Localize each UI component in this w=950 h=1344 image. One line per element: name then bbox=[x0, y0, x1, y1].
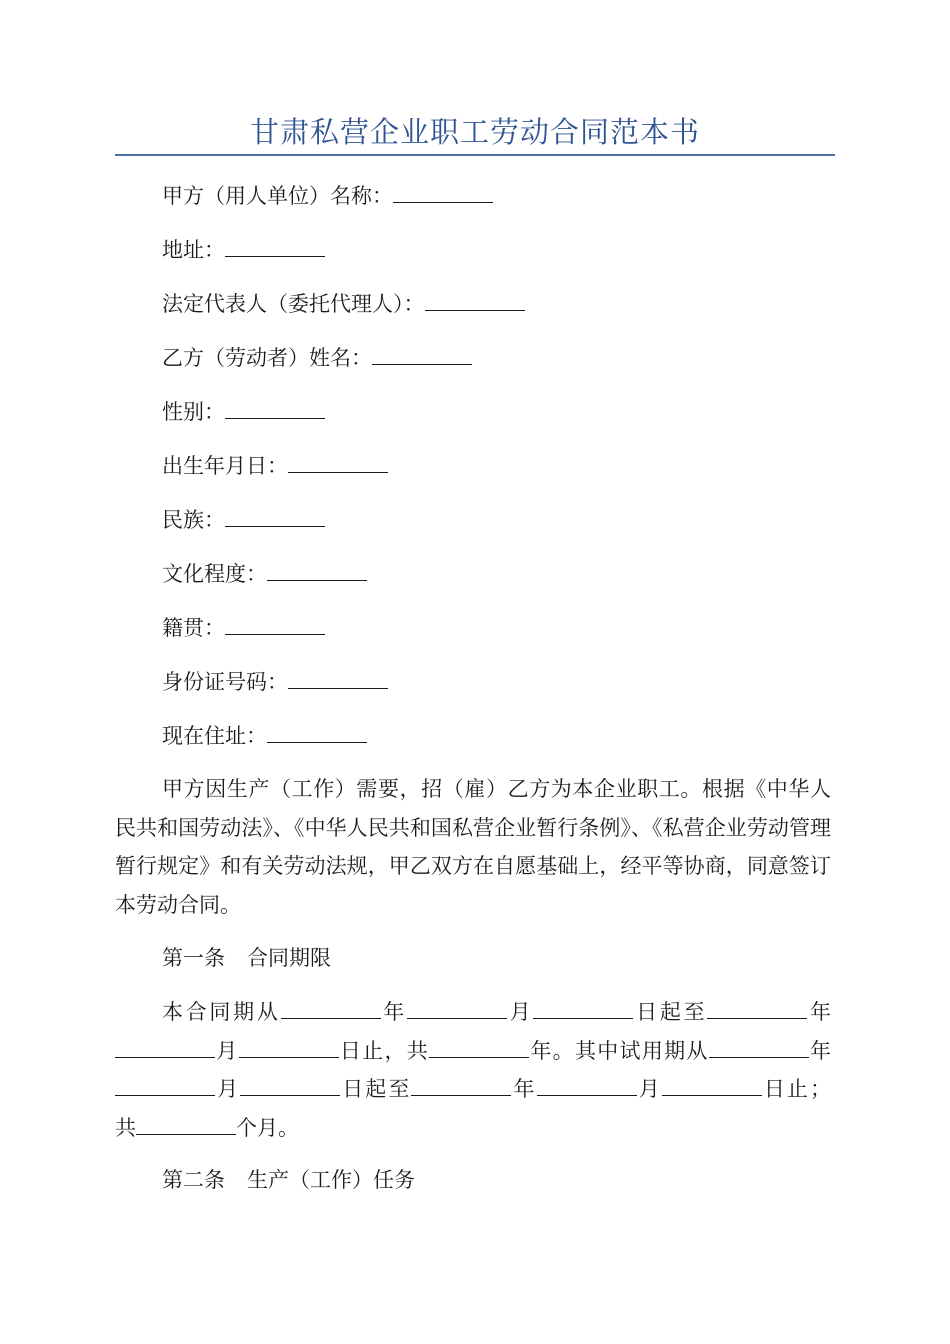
blank-line[interactable] bbox=[239, 1037, 339, 1058]
blank-line[interactable] bbox=[225, 506, 325, 527]
field-current-address bbox=[162, 722, 367, 750]
title-underline bbox=[115, 154, 835, 156]
text-segment: 日止； bbox=[761, 1077, 832, 1101]
text-segment: 日起至 bbox=[633, 1000, 708, 1024]
blank-line[interactable] bbox=[429, 1037, 529, 1058]
field-birth-date bbox=[162, 452, 388, 480]
field-address bbox=[162, 236, 325, 264]
text-segment: 年 bbox=[511, 1077, 537, 1101]
field-label: 性别： bbox=[162, 400, 225, 424]
blank-line[interactable] bbox=[709, 1037, 809, 1058]
blank-line[interactable] bbox=[240, 1075, 340, 1096]
blank-line[interactable] bbox=[115, 1075, 215, 1096]
article-2-heading bbox=[162, 1166, 415, 1194]
field-education bbox=[162, 560, 367, 588]
blank-line[interactable] bbox=[372, 344, 472, 365]
blank-line[interactable] bbox=[533, 998, 633, 1019]
text-segment: 本合同期从 bbox=[162, 1000, 281, 1024]
field-label: 身份证号码： bbox=[162, 670, 288, 694]
field-label: 文化程度： bbox=[162, 562, 267, 586]
blank-line[interactable] bbox=[136, 1114, 236, 1135]
field-label: 籍贯： bbox=[162, 616, 225, 640]
field-legal-representative bbox=[162, 290, 525, 318]
document-title: 甘肃私营企业职工劳动合同范本书 bbox=[249, 115, 700, 149]
blank-line[interactable] bbox=[281, 998, 381, 1019]
field-label: 现在住址： bbox=[162, 724, 267, 748]
text-segment: 个月。 bbox=[236, 1115, 299, 1140]
article-number: 第一条 bbox=[162, 946, 225, 970]
article-title: 生产（工作）任务 bbox=[247, 1168, 415, 1192]
blank-line[interactable] bbox=[225, 614, 325, 635]
text-segment: 年 bbox=[808, 1038, 832, 1063]
text-segment: 年。其中试用期从 bbox=[529, 1038, 709, 1063]
field-label: 地址： bbox=[162, 238, 225, 262]
blank-line[interactable] bbox=[425, 290, 525, 311]
article-1-heading bbox=[162, 944, 331, 972]
blank-line[interactable] bbox=[225, 398, 325, 419]
field-native-place bbox=[162, 614, 325, 642]
blank-line[interactable] bbox=[267, 560, 367, 581]
blank-line[interactable] bbox=[115, 1037, 215, 1058]
text-segment: 年 bbox=[380, 1000, 408, 1024]
field-ethnicity bbox=[162, 506, 325, 534]
blank-line[interactable] bbox=[707, 998, 807, 1019]
blank-line[interactable] bbox=[288, 452, 388, 473]
article-title: 合同期限 bbox=[247, 946, 331, 970]
field-label: 出生年月日： bbox=[162, 454, 288, 478]
text-segment: 日止，共 bbox=[338, 1038, 430, 1063]
article-1-body bbox=[115, 993, 831, 1147]
article-number: 第二条 bbox=[162, 1168, 225, 1192]
field-employee-name bbox=[162, 344, 472, 372]
text-segment: 月 bbox=[215, 1038, 239, 1063]
blank-line[interactable] bbox=[393, 182, 493, 203]
field-id-number bbox=[162, 668, 388, 696]
text-segment: 月 bbox=[215, 1077, 241, 1101]
field-label: 法定代表人（委托代理人）： bbox=[162, 292, 425, 316]
blank-line[interactable] bbox=[411, 1075, 511, 1096]
field-label: 乙方（劳动者）姓名： bbox=[162, 346, 372, 370]
text-segment: 月 bbox=[507, 1000, 534, 1024]
text-segment: 日起至 bbox=[340, 1077, 412, 1101]
blank-line[interactable] bbox=[537, 1075, 637, 1096]
text-segment: 共 bbox=[115, 1115, 136, 1140]
blank-line[interactable] bbox=[267, 722, 367, 743]
field-label: 甲方（用人单位）名称： bbox=[162, 184, 393, 208]
intro-paragraph: 甲方因生产（工作）需要，招（雇）乙方为本企业职工。根据《中华人民共和国劳动法》、《中华人民共和国私营企业暂行条例》、《私营企业劳动管理暂行规定》和有关劳动法规，甲乙双方在自愿基础上，经平等协商，同意签订本劳动合同。 bbox=[115, 777, 831, 917]
field-label: 民族： bbox=[162, 508, 225, 532]
field-employer-name bbox=[162, 182, 493, 210]
blank-line[interactable] bbox=[407, 998, 507, 1019]
text-segment: 年 bbox=[807, 1000, 832, 1024]
field-gender bbox=[162, 398, 325, 426]
blank-line[interactable] bbox=[662, 1075, 762, 1096]
text-segment: 月 bbox=[636, 1077, 662, 1101]
blank-line[interactable] bbox=[288, 668, 388, 689]
blank-line[interactable] bbox=[225, 236, 325, 257]
